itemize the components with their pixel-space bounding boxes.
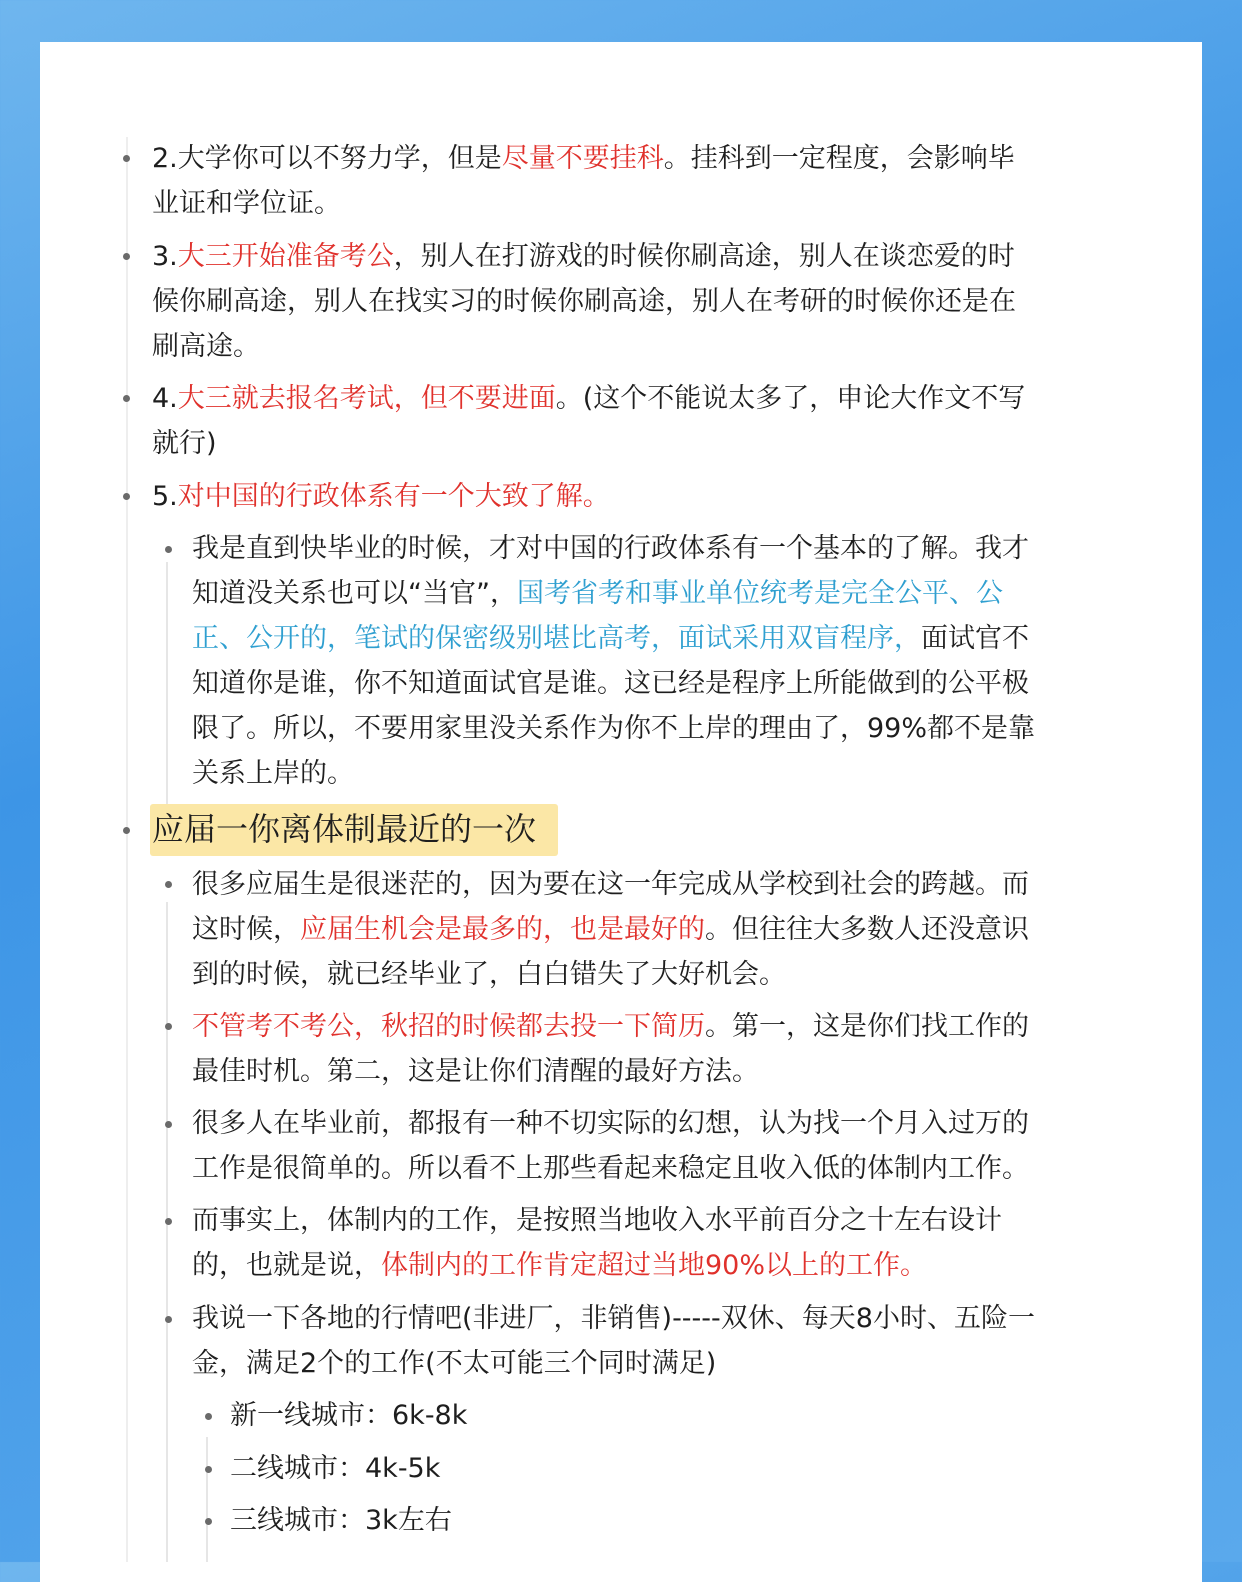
highlight-red: 大三开始准备考公: [177, 241, 394, 272]
city-item: [230, 1504, 452, 1538]
highlight-blue: 正、公开的，笔试的保密级别堪比高考，面试采用双盲程序，: [192, 623, 921, 654]
sub-item-line: 很多人在毕业前，都报有一种不切实际的幻想，认为找一个月入过万的: [192, 1108, 1029, 1139]
list-item-3: [152, 240, 1015, 274]
sub-item-line: 而事实上，体制内的工作，是按照当地收入水平前百分之十左右设计: [192, 1205, 1002, 1236]
indent-guide: [166, 562, 168, 842]
city-salary: 6k-8k: [392, 1400, 468, 1431]
city-salary: 3k左右: [365, 1505, 452, 1536]
text: 。挂科到一定程度，会影响毕: [663, 143, 1015, 174]
bullet: [205, 1413, 212, 1420]
list-item-2: [152, 142, 1015, 176]
bullet: [123, 493, 130, 500]
list-item-2-cont: 业证和学位证。: [152, 188, 341, 219]
bullet: [205, 1518, 212, 1525]
sub-item-line: 工作是很简单的。所以看不上那些看起来稳定且收入低的体制内工作。: [192, 1153, 1029, 1184]
text: 。(这个不能说太多了，申论大作文不写: [555, 383, 1026, 414]
sub-item-line: 关系上岸的。: [192, 758, 354, 789]
highlight-red: 体制内的工作肯定超过当地90%以上的工作。: [381, 1250, 928, 1281]
sub-item-line: 知道你是谁，你不知道面试官是谁。这已经是程序上所能做到的公平极: [192, 668, 1029, 699]
bullet: [165, 881, 172, 888]
bullet: [123, 827, 130, 834]
city-name: 二线城市：: [230, 1453, 365, 1484]
sub-item-line: [192, 622, 1029, 656]
sub-item-line: 金，满足2个的工作(不太可能三个同时满足): [192, 1348, 717, 1379]
text: 2.大学你可以不努力学，但是: [152, 143, 502, 174]
text: 的，也就是说，: [192, 1250, 381, 1281]
city-item: [230, 1452, 440, 1486]
text: 4.: [152, 383, 178, 414]
outline-guide: [126, 137, 128, 1562]
text: 。但往往大多数人还没意识: [705, 914, 1029, 945]
text: 5.: [152, 481, 178, 512]
indent-guide: [206, 1437, 208, 1562]
bullet: [123, 253, 130, 260]
bullet: [165, 546, 172, 553]
sub-item-line: 到的时候，就已经毕业了，白白错失了大好机会。: [192, 959, 786, 990]
city-salary: 4k-5k: [365, 1453, 441, 1484]
list-item-5: [152, 480, 610, 514]
sub-item-line: 我说一下各地的行情吧(非进厂，非销售)-----双休、每天8小时、五险一: [192, 1303, 1035, 1334]
highlight-red: 对中国的行政体系有一个大致了解。: [177, 481, 610, 512]
sub-item-line: [192, 1010, 1029, 1044]
city-name: 三线城市：: [230, 1505, 365, 1536]
sub-item-line: [192, 913, 1029, 947]
highlight-red: 尽量不要挂科: [501, 143, 664, 174]
bullet: [123, 155, 130, 162]
section-heading: 应届一你离体制最近的一次: [152, 810, 537, 848]
list-item-3-cont: 刷高途。: [152, 331, 260, 362]
list-item-4-cont: 就行): [152, 428, 217, 459]
sub-item-line: [192, 1249, 927, 1283]
city-item: [230, 1399, 467, 1433]
indent-guide: [166, 902, 168, 1562]
bullet: [165, 1023, 172, 1030]
sub-item-line: [192, 577, 1003, 611]
sub-item-line: 很多应届生是很迷茫的，因为要在这一年完成从学校到社会的跨越。而: [192, 869, 1029, 900]
sub-item-line: 限了。所以，不要用家里没关系作为你不上岸的理由了，99%都不是靠: [192, 713, 1036, 744]
bullet: [165, 1316, 172, 1323]
highlight-red: 应届生机会是最多的，也是最好的: [300, 914, 705, 945]
text: ，别人在打游戏的时候你刷高途，别人在谈恋爱的时: [393, 241, 1015, 272]
sub-item-line: 最佳时机。第二，这是让你们清醒的最好方法。: [192, 1056, 759, 1087]
text: 面试官不: [921, 623, 1029, 654]
highlight-blue: 国考省考和事业单位统考是完全公平、公: [516, 578, 1003, 609]
bullet: [123, 395, 130, 402]
document-content: [40, 42, 1202, 1562]
text: 3.: [152, 241, 178, 272]
sub-item-line: 我是直到快毕业的时候，才对中国的行政体系有一个基本的了解。我才: [192, 533, 1029, 564]
text: 这时候，: [192, 914, 300, 945]
bullet: [165, 1121, 172, 1128]
document-card: [40, 42, 1202, 1582]
text: 。第一，这是你们找工作的: [705, 1011, 1029, 1042]
bullet: [205, 1466, 212, 1473]
city-name: 新一线城市：: [230, 1400, 392, 1431]
highlight-red: 不管考不考公，秋招的时候都去投一下简历: [192, 1011, 705, 1042]
bullet: [165, 1218, 172, 1225]
highlight-red: 大三就去报名考试，但不要进面: [177, 383, 556, 414]
list-item-3-cont: 候你刷高途，别人在找实习的时候你刷高途，别人在考研的时候你还是在: [152, 286, 1016, 317]
text: 知道没关系也可以“当官”，: [192, 578, 517, 609]
list-item-4: [152, 382, 1025, 416]
